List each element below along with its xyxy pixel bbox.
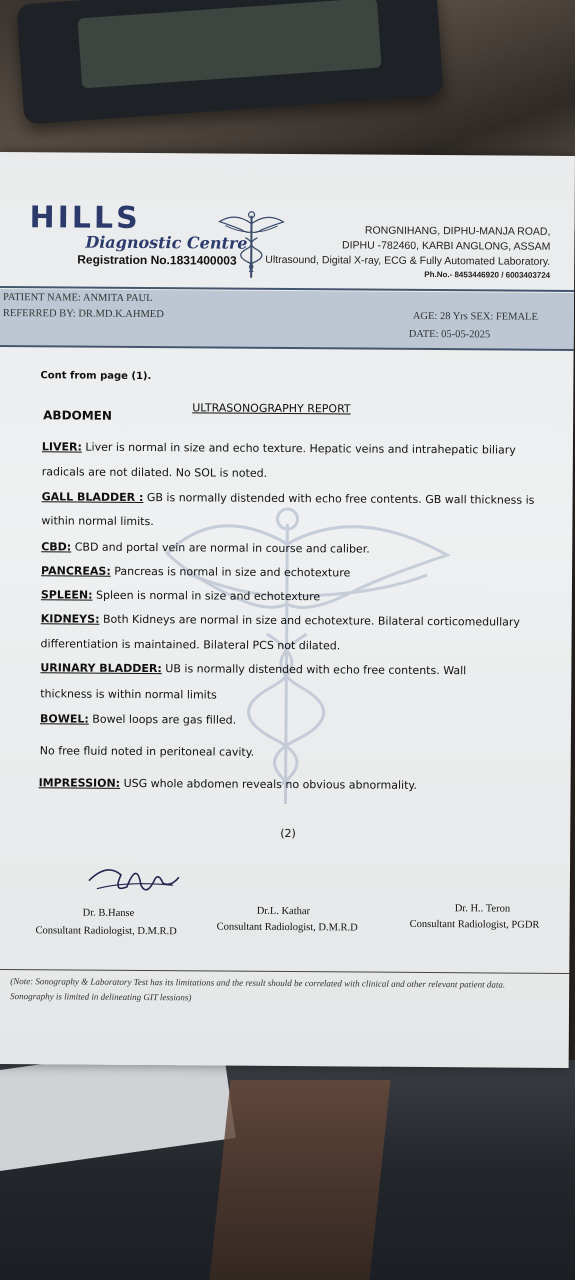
spleen-heading: SPLEEN: [40, 588, 93, 602]
patient-name: PATIENT NAME: ANMITA PAUL [2, 292, 153, 305]
kidneys-heading: KIDNEYS: [40, 612, 100, 626]
age-sex: AGE: 28 Yrs SEX: FEMALE [412, 310, 538, 323]
spleen-text: Spleen is normal in size and echotexture [92, 588, 321, 604]
bowel-line [40, 712, 236, 726]
impression-text: USG whole abdomen reveals no obvious abnormality. [120, 776, 417, 792]
signatory-2-name: Dr.L. Kathar [256, 905, 311, 918]
gall-bladder-line-1 [42, 490, 535, 506]
gall-bladder-line-2: within normal limits. [41, 514, 154, 529]
address-line-2: DIPHU -782460, KARBI ANGLONG, ASSAM [341, 239, 551, 253]
impression-heading: IMPRESSION: [38, 776, 121, 790]
signatory-3-title: Consultant Radiologist, PGDR [409, 918, 540, 931]
registration-number: Registration No.1831400003 [77, 252, 237, 268]
signatory-1-title: Consultant Radiologist, D.M.R.D [35, 925, 177, 938]
cbd-heading: CBD: [41, 540, 72, 554]
caduceus-icon [217, 208, 286, 280]
report-date: DATE: 05-05-2025 [408, 328, 491, 341]
urinary-bladder-heading: URINARY BLADDER: [40, 661, 162, 676]
bowel-heading: BOWEL: [39, 712, 89, 726]
pancreas-heading: PANCREAS: [41, 564, 111, 578]
pancreas-text: Pancreas is normal in size and echotexture [110, 564, 351, 580]
clinic-logo: HILLS [29, 200, 141, 236]
urinary-bladder-text: UB is normally distended with echo free contents. Wall [161, 662, 467, 678]
spleen-line [41, 588, 320, 603]
liver-line-1 [42, 440, 516, 456]
report-title: ULTRASONOGRAPHY REPORT [192, 401, 351, 416]
continued-note: Cont from page (1). [40, 370, 152, 383]
signatory-3-name: Dr. H.. Teron [454, 903, 511, 915]
services-line: Ultrasound, Digital X-ray, ECG & Fully Automated Laboratory. [265, 253, 551, 268]
gall-bladder-heading: GALL BLADDER : [41, 490, 144, 505]
pancreas-line [41, 564, 350, 579]
referred-by: REFERRED BY: DR.MD.K.AHMED [2, 308, 164, 321]
signatory-1-name: Dr. B.Hanse [82, 907, 135, 919]
liver-text: Liver is normal in size and echo texture. Hepatic veins and intrahepatic biliary [81, 440, 516, 457]
page-number: (2) [280, 826, 296, 841]
handwritten-signature [87, 857, 183, 908]
cbd-line [41, 540, 370, 555]
bowel-text: Bowel loops are gas filled. [88, 712, 237, 727]
kidneys-line-1 [41, 612, 520, 628]
footer-note: (Note: Sonography & Laboratory Test has its limitations and the result should be correlated with clinical and other relevant patient data. Sonography is limited in delineating GIT lessions) [10, 976, 506, 1003]
impression-line [39, 776, 417, 792]
liver-heading: LIVER: [41, 440, 82, 454]
gall-bladder-text: GB is normally distended with echo free contents. GB wall thickness is [143, 491, 535, 507]
laptop-screen [77, 0, 381, 88]
liver-line-2: radicals are not dilated. No SOL is noted. [41, 465, 268, 480]
clinic-subtitle: Diagnostic Centre [85, 232, 248, 253]
kidneys-text: Both Kidneys are normal in size and echotexture. Bilateral corticomedullary [99, 612, 521, 629]
cbd-text: CBD and portal vein are normal in course and caliber. [71, 540, 370, 556]
cloth [209, 1080, 390, 1280]
kidneys-line-2: differentiation is maintained. Bilateral PCS not dilated. [40, 637, 341, 653]
section-heading: ABDOMEN [43, 408, 112, 423]
footer-rule [0, 969, 569, 974]
report-sheet [0, 152, 575, 1068]
peritoneal-fluid-line: No free fluid noted in peritoneal cavity. [39, 744, 255, 759]
address-line-1: RONGNIHANG, DIPHU-MANJA ROAD, [364, 224, 551, 238]
phone-line: Ph.No.- 8453446920 / 6003403724 [424, 269, 551, 280]
urinary-bladder-line-2: thickness is within normal limits [40, 687, 217, 702]
signatory-2-title: Consultant Radiologist, D.M.R.D [216, 921, 358, 934]
urinary-bladder-line-1 [40, 661, 466, 677]
